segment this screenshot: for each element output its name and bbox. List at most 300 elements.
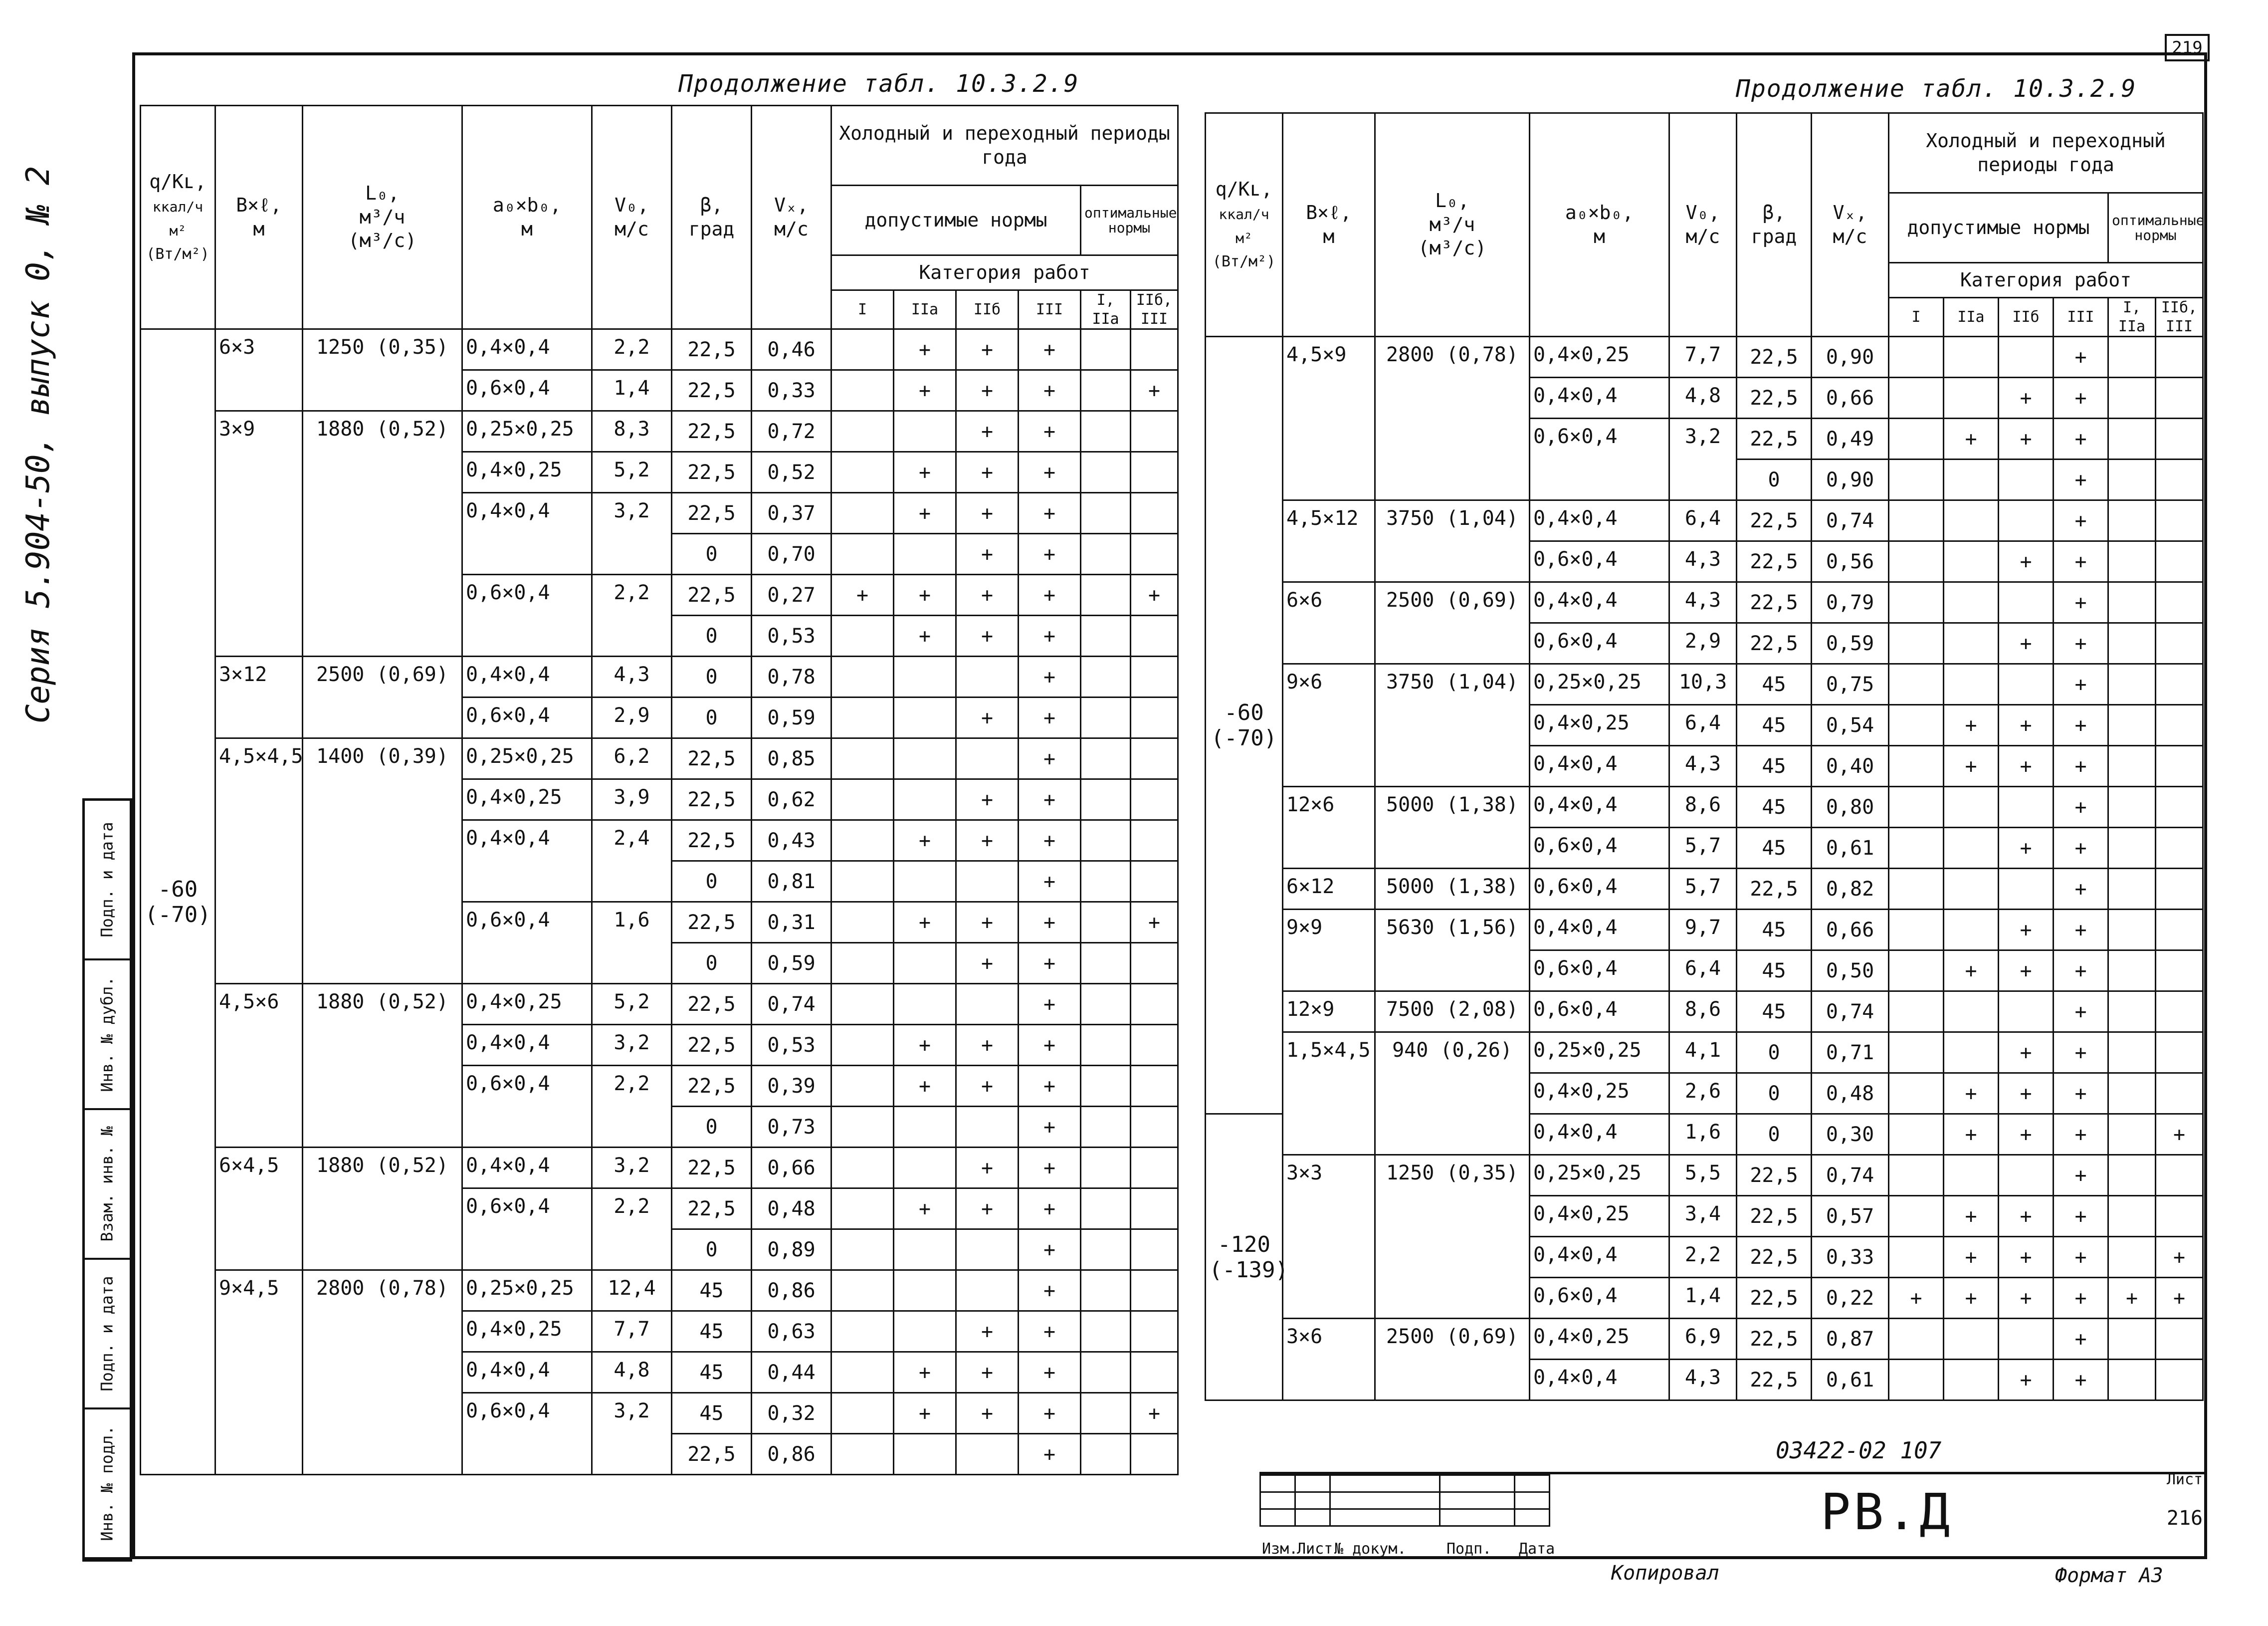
cell-beta: 22,5 [1737,337,1812,378]
cell-mark [1889,541,1944,582]
cell-mark: + [1999,378,2054,419]
cell-mark: + [1999,1196,2054,1237]
cell-mark: + [894,1393,956,1434]
cell-beta: 0 [672,861,752,902]
cell-mark [1081,575,1131,616]
cell-mark: + [2054,991,2108,1032]
cell-mark [1889,705,1944,746]
cell-vo: 1,6 [592,902,672,984]
cell-mark [1131,1025,1178,1066]
cell-bxl: 4,5×6 [215,984,303,1148]
cell-mark [2156,1073,2203,1114]
table-row [141,329,1178,370]
cell-mark: + [2054,869,2108,910]
category-cell: I, IIа [2108,298,2156,337]
cell-mark [1944,378,1999,419]
header-category: Категория работ [831,255,1178,290]
cell-bxl: 3×3 [1283,1155,1375,1319]
cell-mark: + [956,1025,1019,1066]
cell-lo: 1400 (0,39) [303,738,462,984]
cell-mark [1889,991,1944,1032]
cell-beta: 22,5 [1737,1360,1812,1400]
cell-mark [1944,910,1999,950]
cell-mark: + [956,1066,1019,1107]
cell-lo: 5000 (1,38) [1375,787,1530,869]
cell-vo: 2,2 [592,1066,672,1148]
cell-mark [1131,1352,1178,1393]
cell-vo: 5,5 [1669,1155,1737,1196]
cell-mark: + [2054,1360,2108,1400]
cell-beta: 0 [672,534,752,575]
cell-vo: 5,2 [592,452,672,493]
cell-lo: 3750 (1,04) [1375,664,1530,787]
side-cell: Подп. и дата [85,801,130,960]
table-row [141,657,1178,697]
cell-mark [1944,582,1999,623]
cell-mark: + [894,329,956,370]
cell-mark: + [1999,419,2054,460]
doc-code: 03422-02 107 [1776,1437,1942,1464]
cell-mark: + [2054,541,2108,582]
cell-mark [1131,411,1178,452]
cell-mark [831,1148,894,1188]
cell-bxl: 3×6 [1283,1319,1375,1400]
q-value-watts: (-139) [1209,1257,1288,1283]
cell-bxl: 6×12 [1283,869,1375,910]
cell-ab: 0,25×0,25 [462,738,592,779]
cell-vx: 0,66 [1812,910,1889,950]
cell-mark: + [1019,697,1081,738]
cell-mark [2108,1114,2156,1155]
cell-mark [831,616,894,657]
cell-mark: + [1019,329,1081,370]
cell-mark [1131,943,1178,984]
cell-mark [1131,779,1178,820]
cell-mark: + [956,575,1019,616]
cell-mark [1999,500,2054,541]
cell-mark [1889,664,1944,705]
cell-mark [2156,869,2203,910]
cell-beta: 45 [672,1352,752,1393]
cell-mark [1081,1393,1131,1434]
header-category: Категория работ [1889,263,2203,298]
cell-beta: 0 [672,616,752,657]
cell-beta: 45 [1737,950,1812,991]
cell-mark: + [2054,664,2108,705]
cell-mark: + [1999,950,2054,991]
cell-mark: + [1944,950,1999,991]
cell-vx: 0,59 [752,943,831,984]
cell-beta: 22,5 [672,1434,752,1475]
cell-ab: 0,4×0,25 [462,984,592,1025]
cell-mark [1889,460,1944,500]
cell-vo: 6,4 [1669,705,1737,746]
cell-beta: 22,5 [672,452,752,493]
cell-mark [894,738,956,779]
cell-mark: + [1999,1278,2054,1319]
cell-vo: 12,4 [592,1270,672,1311]
cell-mark [1081,1148,1131,1188]
cell-mark [831,1188,894,1229]
cell-beta: 45 [1737,910,1812,950]
cell-mark: + [956,1311,1019,1352]
cell-vo: 7,7 [1669,337,1737,378]
category-cell: III [2054,298,2108,337]
cell-mark: + [1131,1393,1178,1434]
cell-lo: 5630 (1,56) [1375,910,1530,991]
cell-mark [2108,950,2156,991]
cell-mark [2156,582,2203,623]
cell-mark [2156,378,2203,419]
cell-mark [2156,828,2203,869]
cell-mark [1944,1032,1999,1073]
cell-mark: + [956,370,1019,411]
cell-vo: 4,8 [592,1352,672,1393]
cell-mark: + [1131,902,1178,943]
cell-mark [831,370,894,411]
table-row [141,411,1178,452]
cell-ab: 0,4×0,25 [1530,337,1669,378]
cell-mark: + [1131,370,1178,411]
cell-vx: 0,78 [752,657,831,697]
cell-bxl: 3×9 [215,411,303,657]
cell-mark [1889,419,1944,460]
cell-mark [1889,378,1944,419]
cell-mark [1999,664,2054,705]
cell-ab: 0,6×0,4 [1530,541,1669,582]
cell-vx: 0,44 [752,1352,831,1393]
cell-vo: 4,3 [1669,1360,1737,1400]
cell-mark [894,1311,956,1352]
cell-mark: + [2054,705,2108,746]
cell-mark [1999,869,2054,910]
cell-mark [956,861,1019,902]
cell-mark [831,1393,894,1434]
cell-mark: + [1019,1229,1081,1270]
cell-mark [831,493,894,534]
cell-mark: + [1999,1073,2054,1114]
cell-mark [1131,820,1178,861]
cell-ab: 0,6×0,4 [462,370,592,411]
cell-mark [1081,1311,1131,1352]
row-group-q [1206,1114,1288,1400]
cell-mark [2108,1319,2156,1360]
cell-mark [1944,664,1999,705]
cell-beta: 22,5 [1737,378,1812,419]
cell-beta: 0 [672,697,752,738]
cell-beta: 22,5 [672,411,752,452]
cell-mark: + [1944,419,1999,460]
header-optimal: оптимальные нормы [2108,193,2203,263]
cell-lo: 3750 (1,04) [1375,500,1530,582]
cell-mark [1889,1032,1944,1073]
cell-vx: 0,37 [752,493,831,534]
cell-mark [1889,623,1944,664]
cell-mark [956,1270,1019,1311]
cell-mark: + [831,575,894,616]
cell-vx: 0,79 [1812,582,1889,623]
cell-ab: 0,6×0,4 [462,1393,592,1475]
cell-mark [1081,1107,1131,1148]
cell-vx: 0,59 [1812,623,1889,664]
cell-ab: 0,4×0,25 [462,1311,592,1352]
cell-mark [1131,738,1178,779]
cell-mark [1131,984,1178,1025]
cell-mark [1889,1319,1944,1360]
cell-bxl: 6×6 [1283,582,1375,664]
table-row [1206,582,2203,623]
cell-mark: + [2054,910,2108,950]
header-q: q/Kʟ, ккал/ч м² (Вт/м²) [141,106,215,329]
copied-by: Копировал [1611,1562,1719,1585]
cell-vx: 0,48 [1812,1073,1889,1114]
cell-mark [2156,705,2203,746]
cell-mark [1081,779,1131,820]
cell-mark: + [1944,1196,1999,1237]
cell-mark: + [1999,746,2054,787]
cell-ab: 0,4×0,4 [1530,746,1669,787]
cell-mark [1081,411,1131,452]
cell-mark: + [956,534,1019,575]
cell-mark [1999,337,2054,378]
cell-mark [2108,991,2156,1032]
cell-mark: + [1999,1360,2054,1400]
cell-lo: 2800 (0,78) [303,1270,462,1475]
cell-mark [2156,950,2203,991]
cell-mark: + [2054,828,2108,869]
cell-mark: + [2054,1155,2108,1196]
cell-mark: + [956,411,1019,452]
cell-mark [1944,787,1999,828]
cell-ab: 0,6×0,4 [1530,1278,1669,1319]
cell-mark: + [1889,1278,1944,1319]
cell-mark [894,779,956,820]
cell-mark [831,984,894,1025]
cell-vx: 0,66 [1812,378,1889,419]
cell-vx: 0,30 [1812,1114,1889,1155]
cell-mark [1081,616,1131,657]
cell-mark [1131,1311,1178,1352]
cell-mark: + [956,779,1019,820]
cell-mark [894,657,956,697]
cell-mark [831,902,894,943]
stamp-label-doc: № докум. [1334,1540,1407,1558]
cell-mark [1889,1360,1944,1400]
cell-mark: + [1999,828,2054,869]
cell-mark [1999,991,2054,1032]
cell-mark [1081,657,1131,697]
cell-vx: 0,57 [1812,1196,1889,1237]
cell-vx: 0,50 [1812,950,1889,991]
table-row [1206,787,2203,828]
cell-vo: 5,2 [592,984,672,1025]
cell-mark: + [2108,1278,2156,1319]
cell-vo: 6,9 [1669,1319,1737,1360]
row-group-q [141,329,215,1475]
cell-mark [2156,337,2203,378]
cell-mark [956,1229,1019,1270]
cell-mark: + [1019,1066,1081,1107]
cell-mark [1889,337,1944,378]
cell-ab: 0,4×0,4 [1530,1114,1669,1155]
cell-vx: 0,71 [1812,1032,1889,1073]
cell-mark [2156,500,2203,541]
cell-mark: + [2156,1237,2203,1278]
cell-vo: 1,4 [1669,1278,1737,1319]
cell-mark [1999,582,2054,623]
cell-ab: 0,4×0,4 [1530,1237,1669,1278]
cell-mark [1889,746,1944,787]
cell-bxl: 1,5×4,5 [1283,1032,1375,1155]
cell-mark [1081,534,1131,575]
cell-mark: + [2156,1278,2203,1319]
cell-beta: 22,5 [672,329,752,370]
cell-mark [956,1107,1019,1148]
cell-lo: 1880 (0,52) [303,984,462,1148]
cell-beta: 0 [672,1107,752,1148]
cell-mark [1131,1434,1178,1475]
cell-ab: 0,4×0,25 [1530,1319,1669,1360]
q-value-watts: (-70) [1211,725,1277,751]
cell-lo: 1880 (0,52) [303,1148,462,1270]
cell-mark: + [894,902,956,943]
cell-vo: 9,7 [1669,910,1737,950]
cell-bxl: 6×4,5 [215,1148,303,1270]
cell-ab: 0,6×0,4 [462,575,592,657]
cell-vx: 0,86 [752,1434,831,1475]
cell-mark: + [956,329,1019,370]
table-right [1205,112,2204,1401]
cell-ab: 0,4×0,4 [462,493,592,575]
cell-mark [2108,419,2156,460]
cell-ab: 0,25×0,25 [462,411,592,452]
cell-mark [2108,541,2156,582]
cell-vx: 0,43 [752,820,831,861]
cell-ab: 0,4×0,4 [462,1025,592,1066]
side-strip [82,798,132,1562]
cell-vo: 5,7 [1669,828,1737,869]
cell-vo: 6,4 [1669,500,1737,541]
cell-mark [894,1229,956,1270]
cell-mark [1131,452,1178,493]
cell-mark: + [956,493,1019,534]
stamp-label-data: Дата [1519,1540,1555,1558]
cell-vx: 0,31 [752,902,831,943]
cell-beta: 22,5 [672,370,752,411]
header-vo: V₀, м/с [592,106,672,329]
cell-ab: 0,4×0,25 [1530,1196,1669,1237]
cell-mark [1131,493,1178,534]
cell-beta: 45 [1737,664,1812,705]
cell-mark: + [1944,1278,1999,1319]
cell-vo: 4,3 [1669,541,1737,582]
cell-beta: 22,5 [672,493,752,534]
cell-ab: 0,4×0,4 [462,657,592,697]
cell-mark: + [956,1148,1019,1188]
cell-lo: 1250 (0,35) [1375,1155,1530,1319]
header-vx: Vₓ, м/с [1812,113,1889,337]
cell-beta: 22,5 [1737,1196,1812,1237]
cell-mark [2156,664,2203,705]
cell-vo: 8,6 [1669,787,1737,828]
cell-mark: + [1019,1270,1081,1311]
cell-beta: 0 [1737,1073,1812,1114]
category-cell: IIб, III [2156,298,2203,337]
cell-mark [1131,657,1178,697]
cell-lo: 2500 (0,69) [303,657,462,738]
cell-mark [1889,869,1944,910]
cell-ab: 0,6×0,4 [1530,419,1669,500]
cell-mark: + [956,902,1019,943]
cell-mark [1081,370,1131,411]
stamp-label-izm: Изм. [1262,1540,1298,1558]
cell-mark: + [956,1188,1019,1229]
cell-vx: 0,22 [1812,1278,1889,1319]
cell-mark [894,1270,956,1311]
cell-vx: 0,74 [1812,1155,1889,1196]
cell-beta: 22,5 [1737,500,1812,541]
cell-mark [1999,1319,2054,1360]
side-cell: Инв. № дубл. [85,960,130,1110]
cell-beta: 22,5 [672,1066,752,1107]
cell-beta: 22,5 [672,575,752,616]
header-lo: L₀, м³/ч (м³/с) [1375,113,1530,337]
cell-mark [2156,460,2203,500]
row-group-q [1206,337,1283,1114]
cell-vx: 0,73 [752,1107,831,1148]
cell-mark: + [2054,1196,2108,1237]
header-allowed: допустимые нормы [831,186,1081,255]
cell-mark [2156,787,2203,828]
cell-mark [956,657,1019,697]
cell-beta: 22,5 [1737,1278,1812,1319]
cell-lo: 940 (0,26) [1375,1032,1530,1155]
cell-ab: 0,6×0,4 [1530,869,1669,910]
cell-bxl: 12×9 [1283,991,1375,1032]
table-row [1206,1032,2203,1073]
cell-mark: + [894,1025,956,1066]
cell-beta: 45 [1737,828,1812,869]
cell-mark: + [1019,1025,1081,1066]
category-cell: IIб [1999,298,2054,337]
header-vo: V₀, м/с [1669,113,1737,337]
cell-vo: 2,2 [592,329,672,370]
cell-mark: + [1019,370,1081,411]
cell-vo: 4,3 [1669,746,1737,787]
table-row [141,738,1178,779]
cell-mark [1889,1073,1944,1114]
header-allowed: допустимые нормы [1889,193,2108,263]
cell-mark: + [894,493,956,534]
cell-mark [2156,1360,2203,1400]
header-bxl: B×ℓ, м [215,106,303,329]
cell-vx: 0,59 [752,697,831,738]
cell-bxl: 9×6 [1283,664,1375,787]
cell-mark [2108,623,2156,664]
cell-mark [2108,828,2156,869]
cell-mark [2156,1196,2203,1237]
cell-ab: 0,25×0,25 [462,1270,592,1311]
cell-mark: + [2054,1073,2108,1114]
cell-mark [2108,664,2156,705]
cell-mark [1944,991,1999,1032]
cell-mark [1131,1148,1178,1188]
cell-ab: 0,4×0,4 [1530,378,1669,419]
cell-mark: + [1944,1237,1999,1278]
cell-bxl: 4,5×9 [1283,337,1375,500]
cell-mark: + [1944,1073,1999,1114]
cell-vo: 10,3 [1669,664,1737,705]
